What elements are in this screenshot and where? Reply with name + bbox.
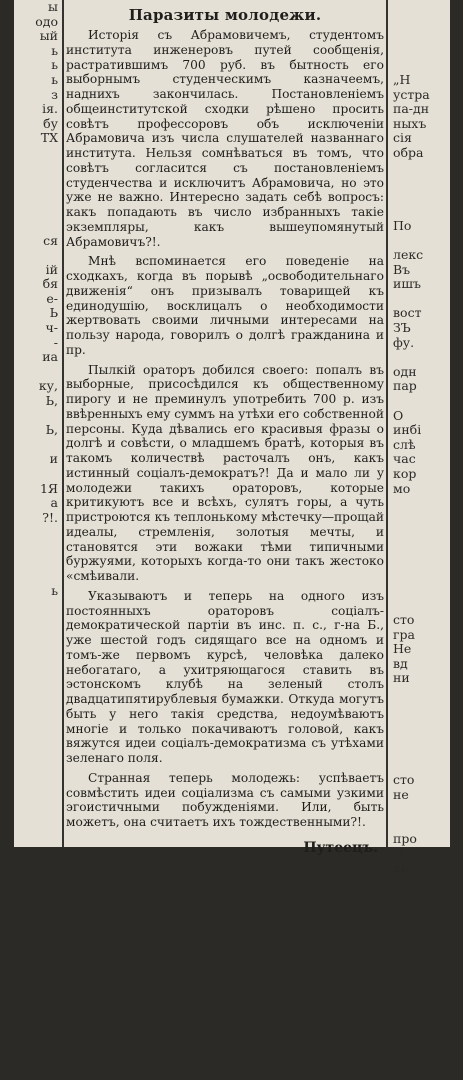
article-paragraph: Указываютъ и теперь на одного изъ постоянныхъ ораторовъ соціалъ-демократической партіи въ инс. п. с., г-на Б., уже шестой годъ сидящаго все на одномъ и томъ-же первомъ курсѣ, человѣка далеко небогатаго, а ухитряющагося ставить въ эстонскомъ клубѣ на зеленый столъ двадцатипятирублевыя бумажки. Откуда могутъ быть у него такія средства, недоумѣваютъ многіе и только покачиваютъ головой, какъ вяжутся идеи соціалъ-демократизма съ утѣхами зеленаго поля. <box>66 588 384 765</box>
right-column-text-fragment <box>389 817 450 832</box>
left-column-text-fragment <box>14 248 62 263</box>
right-column-text-fragment: пар <box>393 378 417 394</box>
left-column-text-fragment <box>14 569 62 584</box>
right-column-text-fragment <box>389 744 450 759</box>
article-paragraph: Мнѣ вспоминается его поведеніе на сходкахъ, когда въ порывѣ „освободительнаго движенія“ онъ призывалъ товарищей къ единодушію, восклицалъ о необходимости жертвовать своими личными интересами на пользу народа, говорилъ о долгѣ гражданина и пр. <box>66 254 384 357</box>
left-column-text-fragment: одо <box>35 13 58 29</box>
right-column-text-fragment <box>389 190 450 205</box>
left-column-text-fragment <box>14 409 62 424</box>
left-column-text-fragment <box>14 671 62 686</box>
right-column-text-fragment: устра <box>393 86 430 102</box>
right-column-text-fragment <box>389 730 450 745</box>
left-column-text-fragment: ія. <box>42 101 58 117</box>
right-column-text-fragment <box>389 0 450 15</box>
left-column-text-fragment <box>14 803 62 818</box>
right-column-text-fragment <box>389 15 450 30</box>
left-column-text-fragment <box>14 876 62 891</box>
right-column-text-fragment <box>389 1051 450 1066</box>
right-column-text-fragment <box>389 496 450 511</box>
right-column-text-fragment <box>389 934 450 949</box>
left-column-text-fragment: Ь <box>49 305 58 321</box>
left-column-text-fragment <box>14 759 62 774</box>
left-column-text-fragment: ый <box>39 28 58 44</box>
right-column-text-fragment <box>389 759 450 774</box>
left-column-text-fragment: бу <box>43 115 58 131</box>
right-column-text-fragment: сія <box>393 130 412 146</box>
left-column-text-fragment <box>14 642 62 657</box>
left-column-text-fragment <box>14 175 62 190</box>
right-column-text-fragment <box>389 905 450 920</box>
right-column-text-fragment: лекс <box>393 247 424 263</box>
left-column-text-fragment: 1Я <box>39 480 58 496</box>
left-column-text-fragment <box>14 161 62 176</box>
left-column-text-fragment: Ь, <box>45 422 58 438</box>
left-column-text-fragment: ій <box>45 261 58 277</box>
left-column-text-fragment: з <box>51 86 58 102</box>
article <box>66 0 384 856</box>
right-column-text-fragment: О <box>393 407 404 423</box>
right-column-text-fragment: ни <box>393 670 410 686</box>
right-column-text-fragment <box>389 234 450 249</box>
left-column-text-fragment: и <box>49 451 58 467</box>
right-column-text-fragment: сто <box>393 611 415 627</box>
left-column-text-fragment: ку, <box>38 378 58 394</box>
right-column-text-fragment: фу. <box>393 334 415 350</box>
right-column-text-fragment: одн <box>393 363 417 379</box>
right-column-text-fragment <box>389 701 450 716</box>
left-column-text-fragment: ь <box>51 582 58 598</box>
right-column-text-fragment: ныхъ <box>393 115 427 131</box>
right-column-text-fragment <box>389 350 450 365</box>
right-column-text-fragment: час <box>393 451 416 467</box>
left-column-text-fragment: а <box>50 495 58 511</box>
right-column-text-fragment <box>389 598 450 613</box>
right-column-text-fragment <box>389 715 450 730</box>
right-column-text-fragment: ишъ <box>393 276 421 292</box>
right-column-text-fragment <box>389 876 450 891</box>
left-column-text-fragment: ь <box>51 71 58 87</box>
right-column-text-fragment <box>389 394 450 409</box>
right-column-text-fragment <box>389 525 450 540</box>
right-column-text-fragment: кор <box>393 466 417 481</box>
right-column-text-fragment: П <box>393 845 404 861</box>
left-column-text-fragment <box>14 467 62 482</box>
left-column-text-fragment: ся <box>43 232 58 248</box>
right-column-text-fragment: обра <box>393 144 424 160</box>
left-column-text-fragment: ь <box>51 42 58 58</box>
left-column-text-fragment: ч- <box>45 320 58 336</box>
left-column-text-fragment <box>14 598 62 613</box>
left-column-fragments <box>14 0 62 847</box>
right-column-fragments <box>389 0 450 876</box>
left-column-text-fragment <box>14 555 62 570</box>
left-column-text-fragment <box>14 832 62 847</box>
left-column-text-fragment <box>14 701 62 716</box>
right-column-text-fragment <box>389 1007 450 1022</box>
article-title: Паразиты молодежи. <box>128 6 322 24</box>
left-column-text-fragment <box>14 715 62 730</box>
right-column-text-fragment <box>389 540 450 555</box>
left-column-text-fragment: Ь, <box>45 393 58 409</box>
right-column-text-fragment <box>389 555 450 570</box>
right-column-text-fragment <box>389 569 450 584</box>
left-column-text-fragment <box>14 540 62 555</box>
right-column-text-fragment: Въ <box>393 261 411 277</box>
right-column-text-fragment <box>389 992 450 1007</box>
left-column-text-fragment: ?!. <box>42 509 58 525</box>
left-column-text-fragment: бя <box>42 276 58 292</box>
left-column-text-fragment <box>14 817 62 832</box>
right-column-text-fragment: Не <box>393 641 412 657</box>
right-column-text-fragment <box>389 890 450 905</box>
right-column-text-fragment <box>389 1065 450 1080</box>
column-rule-left <box>62 0 64 847</box>
left-column-text-fragment <box>14 657 62 672</box>
right-column-text-fragment: По <box>393 217 412 233</box>
left-column-text-fragment <box>14 190 62 205</box>
left-column-text-fragment: иа <box>42 349 58 365</box>
left-column-text-fragment: ь <box>51 57 58 73</box>
right-column-text-fragment: гра <box>393 626 416 642</box>
right-column-text-fragment: вд <box>393 655 408 671</box>
right-column-text-fragment: вост <box>393 305 422 321</box>
left-column-text-fragment <box>14 365 62 380</box>
left-column-text-fragment <box>14 744 62 759</box>
left-column-text-fragment <box>14 628 62 643</box>
right-column-text-fragment: ди <box>393 860 410 876</box>
right-column-text-fragment <box>389 511 450 526</box>
left-column-text-fragment: - <box>53 334 58 350</box>
left-column-text-fragment <box>14 204 62 219</box>
right-column-text-fragment <box>389 29 450 44</box>
right-column-text-fragment: про <box>393 830 417 846</box>
left-column-text-fragment <box>14 773 62 788</box>
right-column-text-fragment <box>389 1022 450 1037</box>
right-column-text-fragment: „Н <box>393 71 411 87</box>
right-column-text-fragment: не <box>393 787 409 803</box>
left-column-text-fragment <box>14 219 62 234</box>
article-paragraph: Исторія съ Абрамовичемъ, студентомъ института инженеровъ путей сообщенія, растратившимъ 700 руб. въ бытность его выборнымъ студенческимъ казначеемъ, наднихъ закончилась. Постановленіемъ общеинститутской сходки рѣшено просить совѣтъ профессоровъ объ исключеніи Абрамовича изъ числа слушателей названнаго института. Нельзя сомнѣваться въ томъ, что совѣтъ согласится съ постановленіемъ студенчества и исключитъ Абрамовича, но это уже не важно. Интересно задать себѣ вопросъ: какъ попадають въ число избранныхъ такіе экземпляры, какъ вышеупомянутый Абрамовичъ?!. <box>66 28 384 249</box>
left-column-text-fragment: ы <box>48 0 58 14</box>
left-column-text-fragment <box>14 861 62 876</box>
right-column-text-fragment <box>389 1036 450 1051</box>
right-column-text-fragment <box>389 686 450 701</box>
left-column-text-fragment <box>14 438 62 453</box>
left-column-text-fragment <box>14 890 62 905</box>
left-column-text-fragment <box>14 686 62 701</box>
right-column-text-fragment: ЗЪ <box>393 320 411 336</box>
left-column-text-fragment <box>14 525 62 540</box>
right-column-text-fragment <box>389 584 450 599</box>
left-column-text-fragment <box>14 146 62 161</box>
right-column-text-fragment <box>389 803 450 818</box>
right-column-text-fragment <box>389 978 450 993</box>
article-signature: Путеецъ. <box>303 839 378 856</box>
left-column-text-fragment <box>14 788 62 803</box>
right-column-text-fragment: па-дн <box>393 101 430 117</box>
left-column-text-fragment: е- <box>46 290 58 306</box>
left-column-text-fragment <box>14 613 62 628</box>
right-column-text-fragment <box>389 204 450 219</box>
left-column-text-fragment <box>14 730 62 745</box>
right-column-text-fragment <box>389 44 450 59</box>
right-column-text-fragment <box>389 919 450 934</box>
article-paragraph: Пылкій ораторъ добился своего: попалъ въ выборные, присосѣдился къ общественному пирогу и не преминулъ употребить 700 р. изъ ввѣренныхъ ему суммъ на утѣхи его собственной персоны. Куда дѣвались его красивыя фразы о долгѣ и совѣсти, о младшемъ братѣ, которыя въ такомъ количествѣ расточалъ онъ, какъ истинный соціалъ-демократъ?! Да и мало ли у молодежи такихъ ораторовъ, которые критикуютъ все и всѣхъ, сулятъ горы, а чуть пристроются къ теплонькому мѣстечку—прощай идеалы, стремленія, золотыя мечты, и становятся эти вожаки тѣми типичными буржуями, которыхъ когда-то они такъ жестоко «смѣивали. <box>66 362 384 583</box>
right-column-text-fragment: инбі <box>393 422 422 438</box>
right-column-text-fragment <box>389 161 450 176</box>
right-column-text-fragment <box>389 175 450 190</box>
left-column-text-fragment <box>14 846 62 861</box>
right-column-text-fragment <box>389 963 450 978</box>
article-paragraph: Странная теперь молодежь: успѣваетъ совмѣстить идеи соціализма съ самыми узкими эгоистичными побужденіями. Или, быть можетъ, она считаетъ ихъ тождественными?!. <box>66 770 384 829</box>
right-column-text-fragment: слѣ <box>393 436 416 452</box>
right-column-text-fragment <box>389 949 450 964</box>
right-column-text-fragment: сто <box>393 772 415 788</box>
column-rule-right <box>386 0 388 847</box>
right-column-text-fragment <box>389 292 450 307</box>
right-column-text-fragment <box>389 58 450 73</box>
right-column-text-fragment: мо <box>393 480 411 496</box>
left-column-text-fragment: ТХ <box>40 130 58 146</box>
